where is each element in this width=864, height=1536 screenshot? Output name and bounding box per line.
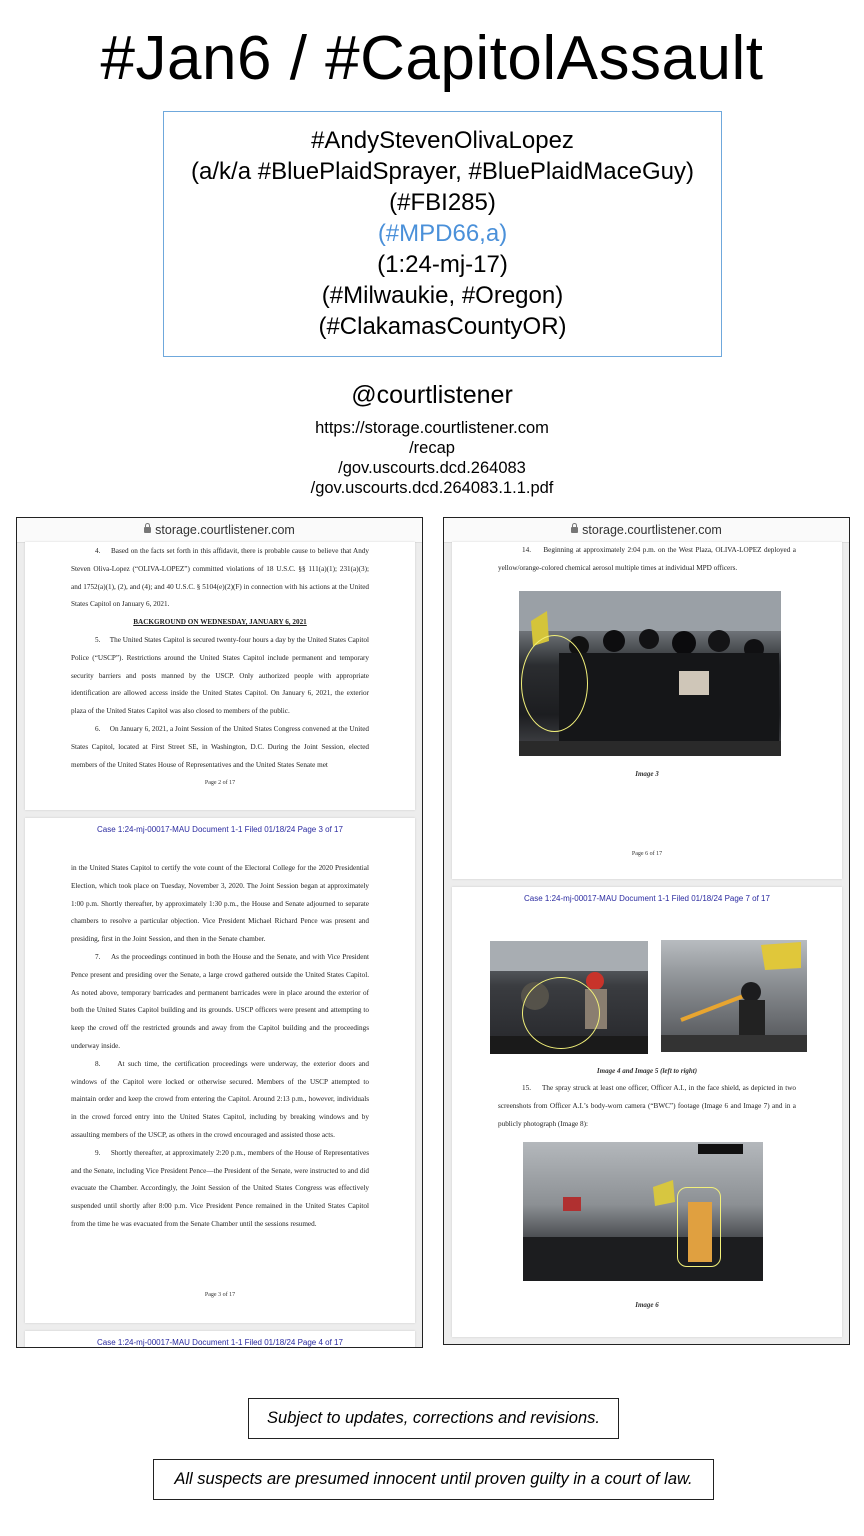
suspect-aliases: (a/k/a #BluePlaidSprayer, #BluePlaidMaceGuy) [191, 158, 694, 185]
case-header: Case 1:24-mj-00017-MAU Document 1-1 Filed 01/18/24 Page 4 of 17 [97, 1338, 343, 1347]
suspect-info-box [163, 111, 722, 357]
location: (#Milwaukie, #Oregon) [321, 282, 564, 309]
fbi-number: (#FBI285) [389, 189, 496, 216]
mpd-number-link[interactable]: (#MPD66,a) [377, 220, 508, 247]
paragraph-9: 9. Shortly thereafter, at approximately 2:20 p.m., members of the House of Representatives and the Senate, including Vice President Pence—the President of the Senate, were instructed to and did evacuate the Chamber. Accordingly, the Joint Session of the United States Congress was effectively suspended until shortly after 8:00 p.m. Vice President Pence remained in the United States Capitol from the time he was evacuated from the Senate Chamber until the sessions resumed. [71, 1148, 369, 1228]
image-6-photo [523, 1142, 763, 1281]
url-line: /gov.uscourts.dcd.264083.1.1.pdf [310, 479, 554, 497]
page-number: Page 3 of 17 [204, 1292, 236, 1298]
case-number: (1:24-mj-17) [377, 251, 508, 278]
highlight-ellipse [521, 635, 588, 732]
url-line: /gov.uscourts.dcd.264083 [338, 459, 526, 477]
document-page-4 [25, 1331, 415, 1348]
lock-icon [571, 527, 578, 533]
county: (#ClakamasCountyOR) [318, 313, 567, 340]
image-5-photo [661, 940, 807, 1052]
document-page-7 [452, 887, 842, 1337]
left-document-screenshot [16, 517, 423, 1348]
crowd-scene-icon [661, 940, 807, 1052]
document-page-6 [452, 542, 842, 879]
url-line: /recap [409, 439, 455, 457]
disclaimer-updates: Subject to updates, corrections and revisions. [248, 1398, 619, 1439]
section-heading: BACKGROUND ON WEDNESDAY, JANUARY 6, 2021 [133, 618, 307, 627]
highlight-ellipse [522, 977, 600, 1049]
image-4-photo [490, 941, 648, 1054]
case-header: Case 1:24-mj-00017-MAU Document 1-1 Filed 01/18/24 Page 7 of 17 [524, 894, 770, 903]
crowd-scene-icon [523, 1142, 763, 1281]
paragraph-continued: in the United States Capitol to certify the vote count of the Electoral College for the 2020 Presidential Election, which took place on Tuesday, November 3, 2020. The Joint Session began at approximately 1:00 p.m. Shortly thereafter, by approximately 1:30 p.m., the House and Senate adjourned to separate chambers to resolve a particular objection. Vice President Michael Richard Pence was present and presiding, first in the Joint Session, and then in the Senate chamber. [71, 864, 369, 944]
suspect-name: #AndyStevenOlivaLopez [311, 127, 574, 154]
url-line: https://storage.courtlistener.com [315, 419, 549, 437]
source-handle: @courtlistener [351, 381, 513, 409]
browser-url-bar[interactable] [17, 518, 422, 543]
document-page-2 [25, 542, 415, 810]
url-bar-text: storage.courtlistener.com [582, 523, 722, 537]
image-caption: Image 4 and Image 5 (left to right) [596, 1067, 698, 1075]
disclaimer-innocence: All suspects are presumed innocent until proven guilty in a court of law. [153, 1459, 714, 1500]
lock-icon [144, 527, 151, 533]
paragraph-4: 4. Based on the facts set forth in this affidavit, there is probable cause to believe that Andy Steven Oliva-Lopez (“OLIVA-LOPEZ”) committed violations of 18 U.S.C. §§ 111(a)(1); 231(a)(3); and 1752(a)(1), (2), and (4); and 40 U.S.C. § 5104(e)(2)(F) in connection with his actions at the United States Capitol on January 6, 2021. [71, 547, 369, 609]
page-number: Page 2 of 17 [204, 780, 236, 786]
image-caption: Image 6 [635, 1301, 659, 1309]
right-document-screenshot [443, 517, 850, 1345]
browser-url-bar[interactable] [444, 518, 849, 543]
paragraph-8: 8. At such time, the certification proceedings were underway, the exterior doors and windows of the Capitol were locked or otherwise secured. Members of the USCP attempted to maintain order and keep the crowd from entering the Capitol. Around 2:13 p.m., however, individuals in the crowd forced entry into the United States Capitol, including by breaking windows and by assaulting members of the USCP, as others in the crowd encouraged and assisted those acts. [71, 1059, 369, 1139]
document-page-3 [25, 818, 415, 1323]
image-caption: Image 3 [635, 770, 659, 778]
highlight-rectangle [677, 1187, 721, 1267]
paragraph-5: 5. The United States Capitol is secured twenty-four hours a day by the United States Capitol Police (“USCP”). Restrictions around the United States Capitol include permanent and temporary security barriers and posts manned by the USCP. Only authorized people with appropriate identification are allowed access inside the United States Capitol. On January 6, 2021, the exterior plaza of the United States Capitol was also closed to members of the public. [71, 635, 369, 716]
paragraph-14: 14. Beginning at approximately 2:04 p.m. on the West Plaza, OLIVA-LOPEZ deployed a yellow/orange-colored chemical aerosol multiple times at individual MPD officers. [498, 546, 796, 572]
paragraph-7: 7. As the proceedings continued in both the House and the Senate, and with Vice President Pence present and presiding over the Senate, a large crowd gathered outside the United States Capitol. As noted above, temporary barricades and permanent barricades were in place around the exterior of both the United States Capitol building and its grounds. USCP officers were present and attempting to keep the crowd off the restricted grounds and away from the Capitol building and the proceedings underway inside. [71, 952, 369, 1050]
page-number: Page 6 of 17 [631, 851, 663, 857]
image-3-photo [519, 591, 781, 756]
case-header: Case 1:24-mj-00017-MAU Document 1-1 Filed 01/18/24 Page 3 of 17 [97, 825, 343, 834]
page-title: #Jan6 / #CapitolAssault [100, 24, 764, 93]
paragraph-6: 6. On January 6, 2021, a Joint Session of the United States Congress convened at the United States Capitol, located at First Street SE, in Washington, D.C. During the Joint Session, elected members of the United States House of Representatives and the United States Senate met [71, 724, 369, 769]
url-bar-text: storage.courtlistener.com [155, 523, 295, 537]
source-url [0, 418, 864, 498]
paragraph-15: 15. The spray struck at least one officer, Officer A.I., in the face shield, as depicted in two screenshots from Officer A.I.’s body-worn camera (“BWC”) footage (Image 6 and Image 7) and in a publicly photograph (Image 8): [498, 1084, 796, 1128]
